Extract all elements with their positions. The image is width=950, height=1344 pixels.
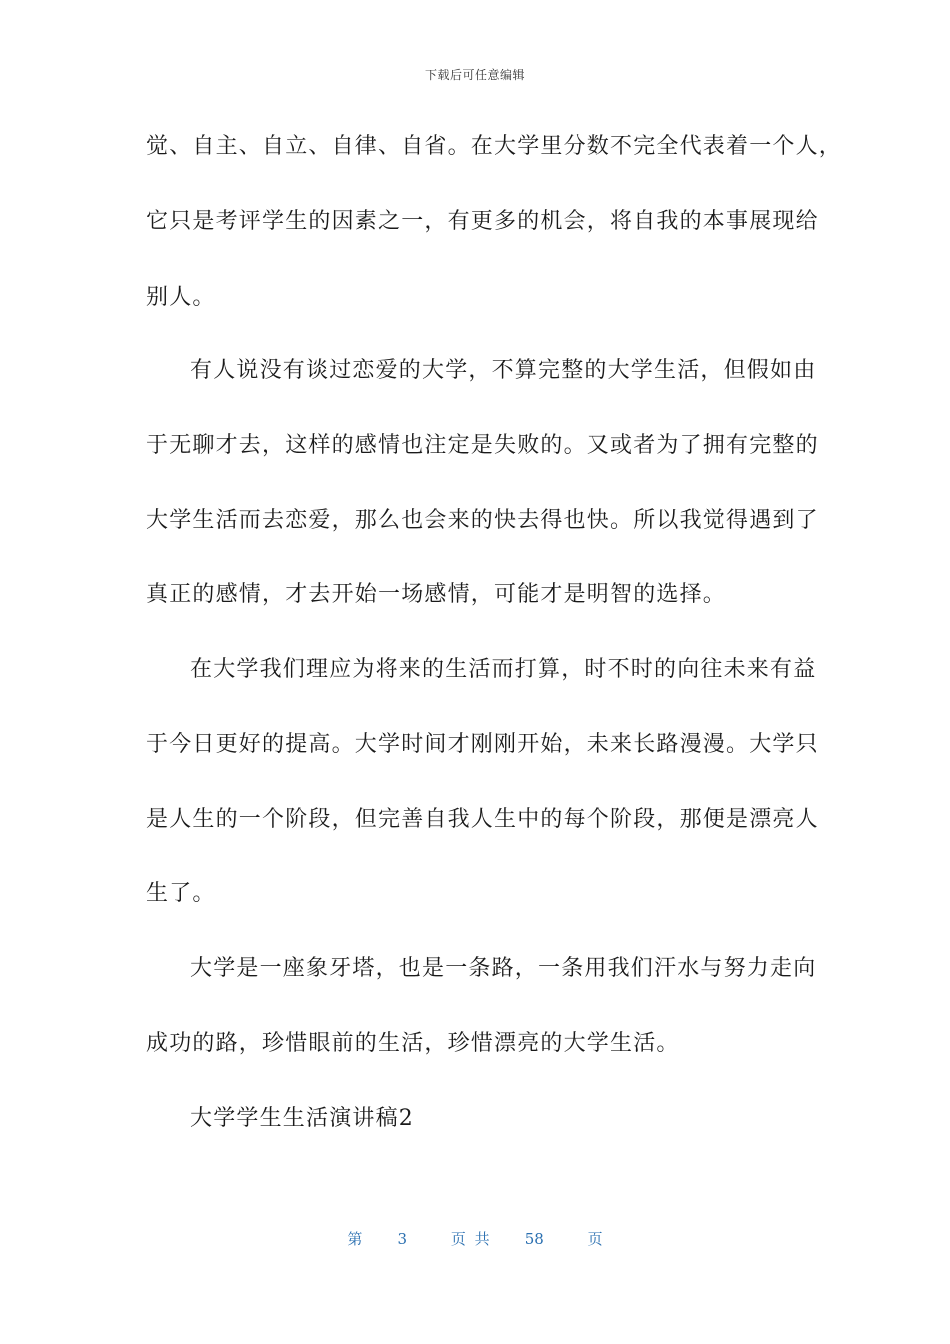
body-line-9: 于今日更好的提高。大学时间才刚刚开始，未来长路漫漫。大学只 (146, 732, 819, 757)
body-line-10: 是人生的一个阶段，但完善自我人生中的每个阶段，那便是漂亮人 (146, 807, 819, 832)
paragraph-start-line: 有人说没有谈过恋爱的大学，不算完整的大学生活，但假如由 (190, 358, 817, 383)
paragraph-start-line: 大学是一座象牙塔，也是一条路，一条用我们汗水与努力走向 (190, 956, 817, 981)
footer-suffix: 页 (587, 1230, 603, 1248)
header-note: 下载后可任意编辑 (424, 68, 525, 82)
body-line-7: 真正的感情，才去开始一场感情，可能才是明智的选择。 (146, 582, 727, 607)
page-footer (0, 1228, 950, 1249)
paragraph-start-line: 在大学我们理应为将来的生活而打算，时不时的向往未来有益 (190, 657, 817, 682)
footer-prefix: 第 (347, 1230, 363, 1248)
body-line-6: 大学生活而去恋爱，那么也会来的快去得也快。所以我觉得遇到了 (146, 508, 819, 533)
footer-middle: 页 共 (450, 1230, 490, 1248)
body-line-3: 别人。 (146, 285, 216, 310)
body-line-13: 成功的路，珍惜眼前的生活，珍惜漂亮的大学生活。 (146, 1031, 680, 1056)
body-line-2: 它只是考评学生的因素之一，有更多的机会，将自我的本事展现给 (146, 209, 819, 234)
footer-total-pages: 58 (524, 1230, 544, 1248)
footer-page-number: 3 (397, 1230, 407, 1248)
body-line-1: 觉、自主、自立、自律、自省。在大学里分数不完全代表着一个人， (146, 134, 843, 159)
section-heading: 大学学生生活演讲稿2 (190, 1106, 414, 1131)
body-line-11: 生了。 (146, 881, 216, 906)
body-line-5: 于无聊才去，这样的感情也注定是失败的。又或者为了拥有完整的 (146, 433, 819, 458)
